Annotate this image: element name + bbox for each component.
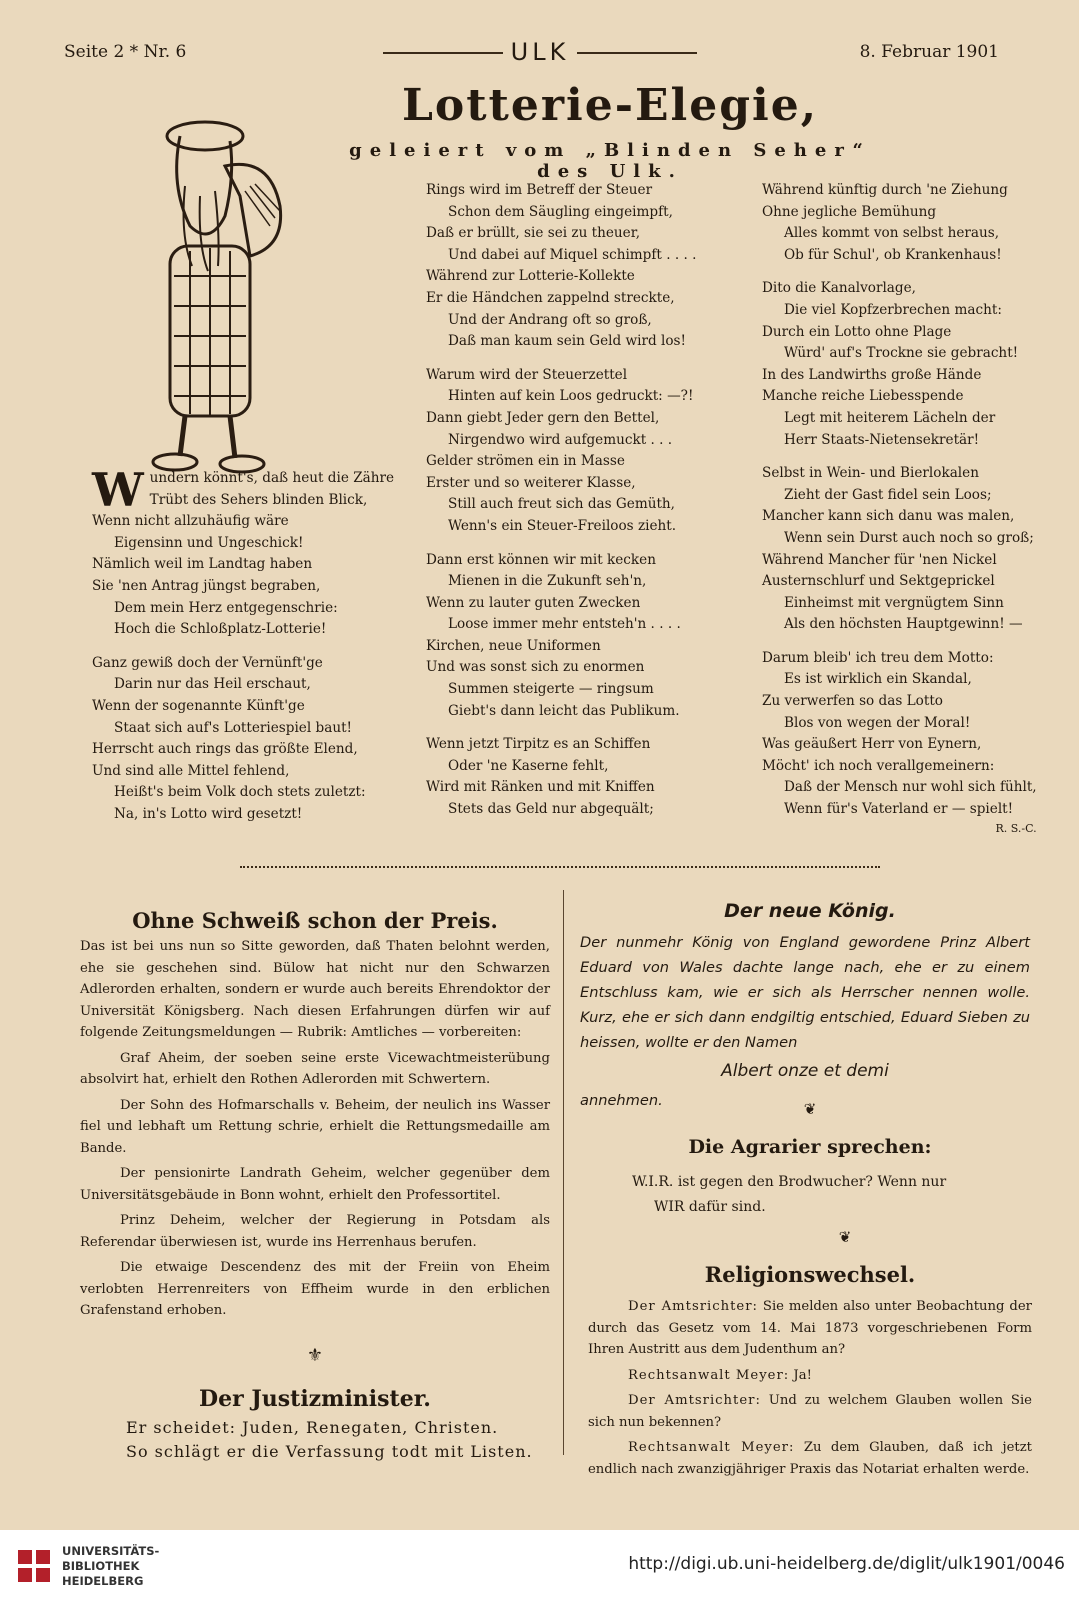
agrarier-line: W.I.R. ist gegen den Brodwucher? Wenn nur bbox=[632, 1174, 947, 1190]
poem-line: Und was sonst sich zu enormen bbox=[426, 659, 645, 676]
source-url-link[interactable]: http://digi.ub.uni-heidelberg.de/diglit/ulk1901/0046 bbox=[628, 1554, 1065, 1574]
poem-line: Es ist wirklich ein Skandal, bbox=[784, 671, 972, 688]
poem-line: Dann erst können wir mit kecken bbox=[426, 551, 656, 568]
koenig-article bbox=[580, 930, 1030, 1117]
poem-signature: R. S.-C. bbox=[995, 821, 1037, 835]
poem-column-right bbox=[762, 180, 1037, 837]
justiz-line: So schlägt er die Verfassung todt mit Listen. bbox=[126, 1442, 533, 1461]
dialogue-text: Zu dem Glauben, daß ich jetzt endlich nach zwanzigjähriger Praxis das Notariat erhalten werde. bbox=[588, 1440, 1032, 1477]
poem-line: Ganz gewiß doch der Vernünft'ge bbox=[92, 654, 323, 671]
ohne-item: Der pensionirte Landrath Geheim, welcher gegenüber dem Universitätsgebäude in Bonn wohnt, erhielt den Professortitel. bbox=[80, 1166, 550, 1203]
poem-column-left bbox=[92, 463, 395, 826]
poem-line: Einheimst mit vergnügtem Sinn bbox=[784, 594, 1004, 611]
poem-title: Lotterie-Elegie, bbox=[401, 80, 819, 131]
justiz-title: Der Justizminister. bbox=[199, 1386, 431, 1412]
section-divider bbox=[240, 866, 880, 868]
dialogue-text: Und zu welchem Glauben wollen Sie sich nun bekennen? bbox=[588, 1393, 1032, 1430]
ohne-title: Ohne Schweiß schon der Preis. bbox=[132, 908, 498, 933]
koenig-title: Der neue König. bbox=[724, 900, 896, 922]
issue-date: 8. Februar 1901 bbox=[859, 42, 999, 62]
dialogue-text: Ja! bbox=[793, 1367, 812, 1383]
poem-line: Gelder strömen ein in Masse bbox=[426, 453, 625, 470]
poem-line: Eigensinn und Ungeschick! bbox=[114, 534, 304, 551]
justiz-verse bbox=[126, 1416, 533, 1464]
digitization-footer bbox=[0, 1530, 1079, 1604]
poem-line: Ob für Schul', ob Krankenhaus! bbox=[784, 246, 1002, 263]
poem-line: Manche reiche Liebesspende bbox=[762, 388, 964, 405]
poem-line: Mienen in die Zukunft seh'n, bbox=[448, 573, 647, 590]
koenig-end: annehmen. bbox=[580, 1092, 663, 1109]
poem-line: Darum bleib' ich treu dem Motto: bbox=[762, 649, 994, 666]
poem-line: Was geäußert Herr von Eynern, bbox=[762, 736, 982, 753]
masthead-title: ULK bbox=[510, 38, 570, 66]
speaker: Rechtsanwalt Meyer: bbox=[628, 1440, 795, 1455]
poem-line: Giebt's dann leicht das Publikum. bbox=[448, 702, 680, 719]
poem-subtitle: geleiert vom „Blinden Seher“ des Ulk. bbox=[349, 140, 871, 182]
poem-line: Blos von wegen der Moral! bbox=[784, 714, 971, 731]
poem-line: Während zur Lotterie-Kollekte bbox=[426, 268, 635, 285]
poem-line: Daß man kaum sein Geld wird los! bbox=[448, 333, 686, 350]
poem-line: Alles kommt von selbst heraus, bbox=[784, 225, 1000, 242]
library-name bbox=[62, 1544, 159, 1589]
poem-line: Summen steigerte — ringsum bbox=[448, 681, 654, 698]
ohne-item: Die etwaige Descendenz des mit der Freiin von Eheim verlobten Herrenreiters von Effheim wurde in den erblichen Grafenstand erhoben. bbox=[80, 1260, 550, 1318]
justiz-line: Er scheidet: Juden, Renegaten, Christen. bbox=[126, 1418, 499, 1437]
poem-line: Warum wird der Steuerzettel bbox=[426, 366, 628, 383]
poem-line: Und der Andrang oft so groß, bbox=[448, 311, 652, 328]
agrarier-title: Die Agrarier sprechen: bbox=[688, 1136, 932, 1158]
religion-title: Religionswechsel. bbox=[704, 1262, 916, 1287]
university-library-logo-icon bbox=[14, 1546, 56, 1588]
poem-line: Staat sich auf's Lotteriespiel baut! bbox=[114, 719, 353, 736]
ohne-item: Graf Aheim, der soeben seine erste Vicewachtmeisterübung absolvirt hat, erhielt den Rothen Adlerorden mit Schwertern. bbox=[80, 1050, 550, 1087]
poem-line: Daß er brüllt, sie sei zu theuer, bbox=[426, 225, 641, 242]
poem-line: Zieht der Gast fidel sein Loos; bbox=[784, 486, 992, 503]
poem-line: Durch ein Lotto ohne Plage bbox=[762, 323, 952, 340]
blind-seer-illustration bbox=[130, 96, 300, 476]
ohne-intro: Das ist bei uns nun so Sitte geworden, daß Thaten belohnt werden, ehe sie geschehen sind. Bülow hat nicht nur den Schwarzen Adlerorden erhalten, sondern er wurde auch bereits Ehrendoktor der Universität Königsberg. Nach diesen Erfahrungen dürfen wir auf folgende Zeitungsmeldungen — Rubrik: Amtliches — vorbereiten: bbox=[80, 939, 550, 1040]
poem-line: Nirgendwo wird aufgemuckt . . . bbox=[448, 431, 673, 448]
poem-line: Wenn für's Vaterland er — spielt! bbox=[784, 801, 1014, 818]
dropcap: W bbox=[92, 463, 144, 517]
poem-line: Dem mein Herz entgegenschrie: bbox=[114, 599, 338, 616]
poem-line: Würd' auf's Trockne sie gebracht! bbox=[784, 345, 1019, 362]
poem-line: Oder 'ne Kaserne fehlt, bbox=[448, 757, 609, 774]
poem-line: Möcht' ich noch verallgemeinern: bbox=[762, 757, 995, 774]
poem-line: Still auch freut sich das Gemüth, bbox=[448, 496, 676, 513]
poem-line: Wenn zu lauter guten Zwecken bbox=[426, 594, 641, 611]
poem-line: Erster und so weiterer Klasse, bbox=[426, 474, 636, 491]
poem-line: Dann giebt Jeder gern den Bettel, bbox=[426, 409, 660, 426]
dialogue-text: Sie melden also unter Beobachtung der durch das Gesetz vom 14. Mai 1873 vorgeschriebenen Form Ihren Austritt aus dem Judenthum an? bbox=[588, 1299, 1032, 1357]
poem-line: Mancher kann sich danu was malen, bbox=[762, 508, 1015, 525]
poem-line: Er die Händchen zappelnd streckte, bbox=[426, 289, 675, 306]
poem-line: Während künftig durch 'ne Ziehung bbox=[762, 182, 1008, 198]
poem-line: Austernschlurf und Sektgeprickel bbox=[762, 573, 995, 590]
poem-line: Und sind alle Mittel fehlend, bbox=[92, 762, 290, 779]
ornament-icon: ❦ bbox=[838, 1228, 852, 1246]
poem-line: Rings wird im Betreff der Steuer bbox=[426, 182, 653, 198]
poem-line: Trübt des Sehers blinden Blick, bbox=[149, 491, 368, 508]
agrarier-line: WIR dafür sind. bbox=[654, 1199, 766, 1215]
fleuron-icon: ⚜ bbox=[306, 1345, 324, 1366]
poem-line: Herr Staats-Nietensekretär! bbox=[784, 431, 980, 448]
poem-line: Hinten auf kein Loos gedruckt: —?! bbox=[448, 388, 694, 405]
poem-line: Na, in's Lotto wird gesetzt! bbox=[114, 805, 303, 822]
poem-line: Sie 'nen Antrag jüngst begraben, bbox=[92, 577, 321, 594]
speaker: Der Amtsrichter: bbox=[628, 1299, 758, 1314]
poem-line: Wenn sein Durst auch noch so groß; bbox=[784, 529, 1034, 546]
ohne-article bbox=[80, 936, 550, 1326]
ohne-item: Prinz Deheim, welcher der Regierung in Potsdam als Referendar überwiesen ist, wurde ins Herrenhaus berufen. bbox=[80, 1213, 550, 1250]
column-rule bbox=[563, 890, 564, 1455]
ornament-icon: ❦ bbox=[803, 1100, 817, 1118]
poem-line: Loose immer mehr entsteh'n . . . . bbox=[448, 616, 681, 633]
poem-line: Und dabei auf Miquel schimpft . . . . bbox=[448, 246, 697, 263]
poem-line: Als den höchsten Hauptgewinn! — bbox=[784, 616, 1023, 633]
koenig-text: Der nunmehr König von England gewordene Prinz Albert Eduard von Wales dachte lange nach, ehe er zu einem Entschluss kam, wie er sich als Herrscher nennen wolle. Kurz, ehe er sich dann endgiltig entschied, Eduard Sieben zu heissen, wollte er den Namen bbox=[580, 934, 1030, 1051]
poem-line: Zu verwerfen so das Lotto bbox=[762, 693, 943, 710]
poem-line: Wenn jetzt Tirpitz es an Schiffen bbox=[426, 736, 651, 753]
poem-line: Selbst in Wein- und Bierlokalen bbox=[762, 465, 979, 482]
poem-line: Hoch die Schloßplatz-Lotterie! bbox=[114, 621, 327, 638]
poem-line: Die viel Kopfzerbrechen macht: bbox=[784, 301, 1002, 318]
poem-line: undern könnt's, daß heut die Zähre bbox=[149, 470, 395, 486]
poem-column-middle bbox=[426, 180, 696, 821]
poem-line: Wenn nicht allzuhäufig wäre bbox=[92, 513, 289, 530]
poem-line: Herrscht auch rings das größte Elend, bbox=[92, 741, 358, 758]
library-name-line: UNIVERSITÄTS- bbox=[62, 1544, 160, 1558]
ohne-item: Der Sohn des Hofmarschalls v. Beheim, der neulich ins Wasser fiel und lebhaft um Rettung schrie, erhielt die Rettungsmedaille am Bande. bbox=[80, 1097, 550, 1156]
poem-line: Wenn der sogenannte Künft'ge bbox=[92, 697, 305, 714]
speaker: Rechtsanwalt Meyer: bbox=[628, 1367, 790, 1383]
poem-line: Wenn's ein Steuer-Freiloos zieht. bbox=[448, 517, 677, 534]
page-number: Seite 2 * Nr. 6 bbox=[64, 42, 187, 62]
poem-line: In des Landwirths große Hände bbox=[762, 366, 982, 383]
poem-line: Darin nur das Heil erschaut, bbox=[114, 676, 311, 693]
poem-line: Ohne jegliche Bemühung bbox=[762, 203, 937, 220]
religion-article bbox=[588, 1296, 1032, 1484]
poem-line: Schon dem Säugling eingeimpft, bbox=[448, 203, 673, 220]
poem-line: Während Mancher für 'nen Nickel bbox=[762, 551, 997, 568]
poem-line: Nämlich weil im Landtag haben bbox=[92, 556, 313, 573]
poem-line: Daß der Mensch nur wohl sich fühlt, bbox=[784, 779, 1037, 796]
library-name-line: BIBLIOTHEK bbox=[62, 1559, 140, 1573]
poem-line: Legt mit heiterem Lächeln der bbox=[784, 409, 996, 426]
poem-line: Heißt's beim Volk doch stets zuletzt: bbox=[114, 784, 366, 801]
poem-line: Kirchen, neue Uniformen bbox=[426, 637, 601, 654]
poem-line: Wird mit Ränken und mit Kniffen bbox=[426, 779, 655, 796]
koenig-name: Albert onze et demi bbox=[721, 1061, 889, 1081]
agrarier-text bbox=[632, 1170, 946, 1220]
speaker: Der Amtsrichter: bbox=[628, 1393, 761, 1408]
poem-line: Dito die Kanalvorlage, bbox=[762, 280, 916, 297]
poem-line: Stets das Geld nur abgequält; bbox=[448, 801, 654, 818]
library-name-line: HEIDELBERG bbox=[62, 1574, 144, 1588]
masthead bbox=[360, 38, 720, 66]
